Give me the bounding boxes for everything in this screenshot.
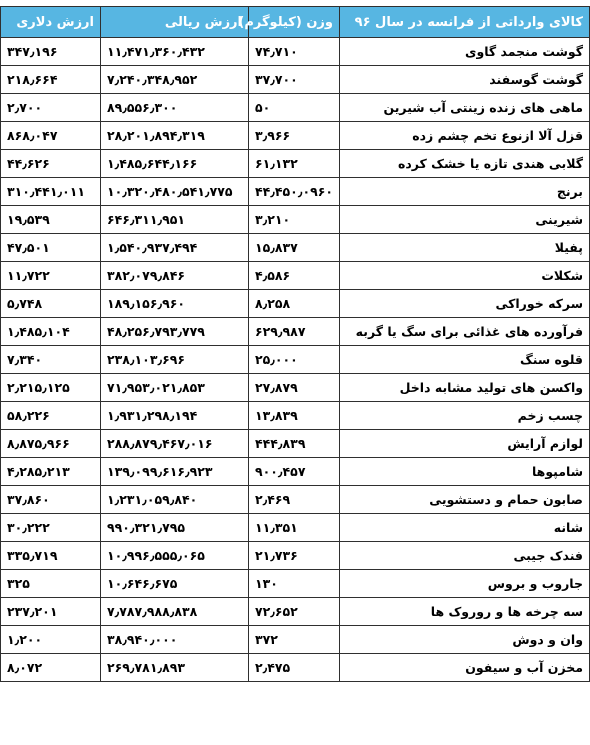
weight-cell: ۹۰۰٫۴۵۷ [249, 458, 340, 486]
item-cell: واکسن های تولید مشابه داخل [340, 374, 590, 402]
rial-value-cell: ۱۱٫۴۷۱٫۳۶۰٫۴۳۲ [101, 38, 249, 66]
table-header [1, 7, 590, 38]
table-row [1, 150, 590, 178]
item-cell: ماهی های زنده زینتی آب شیرین [340, 94, 590, 122]
usd-value-cell: ۲٫۲۱۵٫۱۲۵ [1, 374, 101, 402]
item-cell: شکلات [340, 262, 590, 290]
usd-value-cell: ۴٫۲۸۵٫۲۱۳ [1, 458, 101, 486]
table-row [1, 486, 590, 514]
rial-value-cell: ۱۰٫۳۲۰٫۴۸۰٫۵۴۱٫۷۷۵ [101, 178, 249, 206]
rial-value-cell: ۱٫۵۴۰٫۹۳۷٫۴۹۴ [101, 234, 249, 262]
weight-cell: ۶۲۹٫۹۸۷ [249, 318, 340, 346]
weight-cell: ۳۷۲ [249, 626, 340, 654]
item-cell: جاروب و بروس [340, 570, 590, 598]
item-cell: چسب زخم [340, 402, 590, 430]
weight-cell: ۷۲٫۶۵۲ [249, 598, 340, 626]
table-row [1, 178, 590, 206]
rial-value-cell: ۶۴۶٫۳۱۱٫۹۵۱ [101, 206, 249, 234]
table-row [1, 234, 590, 262]
usd-value-cell: ۴۴٫۶۲۶ [1, 150, 101, 178]
header-weight: وزن (کیلوگرم) [249, 7, 340, 38]
item-cell: مخزن آب و سیفون [340, 654, 590, 682]
rial-value-cell: ۸۹٫۵۵۶٫۳۰۰ [101, 94, 249, 122]
rial-value-cell: ۱۳۹٫۰۹۹٫۶۱۶٫۹۲۳ [101, 458, 249, 486]
weight-cell: ۷۴٫۷۱۰ [249, 38, 340, 66]
usd-value-cell: ۳۱۰٫۴۴۱٫۰۱۱ [1, 178, 101, 206]
table-row [1, 458, 590, 486]
table-row [1, 38, 590, 66]
item-cell: سرکه خوراکی [340, 290, 590, 318]
table-row [1, 598, 590, 626]
weight-cell: ۴۴٫۴۵۰٫۰۹۶۰ [249, 178, 340, 206]
usd-value-cell: ۲۱۸٫۶۶۴ [1, 66, 101, 94]
usd-value-cell: ۲٫۷۰۰ [1, 94, 101, 122]
rial-value-cell: ۱٫۹۳۱٫۲۹۸٫۱۹۴ [101, 402, 249, 430]
item-cell: فرآورده های غذائی برای سگ یا گربه [340, 318, 590, 346]
table-row [1, 402, 590, 430]
weight-cell: ۳۷٫۷۰۰ [249, 66, 340, 94]
weight-cell: ۴٫۵۸۶ [249, 262, 340, 290]
weight-cell: ۵۰ [249, 94, 340, 122]
rial-value-cell: ۱٫۲۳۱٫۰۵۹٫۸۴۰ [101, 486, 249, 514]
item-cell: فندک جیبی [340, 542, 590, 570]
usd-value-cell: ۴۷٫۵۰۱ [1, 234, 101, 262]
table-row [1, 654, 590, 682]
item-cell: شیرینی [340, 206, 590, 234]
table-row [1, 318, 590, 346]
table-body [1, 38, 590, 682]
weight-cell: ۳٫۹۶۶ [249, 122, 340, 150]
rial-value-cell: ۲۸٫۲۰۱٫۸۹۴٫۳۱۹ [101, 122, 249, 150]
usd-value-cell: ۵٫۷۴۸ [1, 290, 101, 318]
weight-cell: ۳٫۲۱۰ [249, 206, 340, 234]
weight-cell: ۱۵٫۸۳۷ [249, 234, 340, 262]
item-cell: پفیلا [340, 234, 590, 262]
table-row [1, 94, 590, 122]
table-row [1, 542, 590, 570]
weight-cell: ۱۳٫۸۳۹ [249, 402, 340, 430]
rial-value-cell: ۲۸۸٫۸۷۹٫۴۶۷٫۰۱۶ [101, 430, 249, 458]
import-table [0, 6, 590, 682]
item-cell: سه چرخه ها و روروک ها [340, 598, 590, 626]
weight-cell: ۲۷٫۸۷۹ [249, 374, 340, 402]
usd-value-cell: ۱۹٫۵۳۹ [1, 206, 101, 234]
usd-value-cell: ۸۶۸٫۰۴۷ [1, 122, 101, 150]
header-rial-value: ارزش ریالی [101, 7, 249, 38]
item-cell: گوشت گوسفند [340, 66, 590, 94]
table-row [1, 206, 590, 234]
usd-value-cell: ۱٫۴۸۵٫۱۰۴ [1, 318, 101, 346]
table-row [1, 346, 590, 374]
weight-cell: ۱۳۰ [249, 570, 340, 598]
weight-cell: ۲۵٫۰۰۰ [249, 346, 340, 374]
table-row [1, 570, 590, 598]
table-row [1, 290, 590, 318]
rial-value-cell: ۱۰٫۹۹۶٫۵۵۵٫۰۶۵ [101, 542, 249, 570]
item-cell: صابون حمام و دستشویی [340, 486, 590, 514]
rial-value-cell: ۴۸٫۲۵۶٫۷۹۳٫۷۷۹ [101, 318, 249, 346]
weight-cell: ۱۱٫۳۵۱ [249, 514, 340, 542]
usd-value-cell: ۳۳۵٫۷۱۹ [1, 542, 101, 570]
rial-value-cell: ۳۸٫۹۴۰٫۰۰۰ [101, 626, 249, 654]
header-usd-value: ارزش دلاری [1, 7, 101, 38]
rial-value-cell: ۲۶۹٫۷۸۱٫۸۹۳ [101, 654, 249, 682]
rial-value-cell: ۷٫۷۸۷٫۹۸۸٫۸۳۸ [101, 598, 249, 626]
usd-value-cell: ۷٫۳۴۰ [1, 346, 101, 374]
weight-cell: ۲٫۴۷۵ [249, 654, 340, 682]
rial-value-cell: ۹۹۰٫۳۲۱٫۷۹۵ [101, 514, 249, 542]
usd-value-cell: ۳۴۷٫۱۹۶ [1, 38, 101, 66]
rial-value-cell: ۲۳۸٫۱۰۳٫۶۹۶ [101, 346, 249, 374]
table-row [1, 374, 590, 402]
rial-value-cell: ۷۱٫۹۵۳٫۰۲۱٫۸۵۳ [101, 374, 249, 402]
usd-value-cell: ۳۷٫۸۶۰ [1, 486, 101, 514]
table-row [1, 66, 590, 94]
item-cell: وان و دوش [340, 626, 590, 654]
table-row [1, 262, 590, 290]
usd-value-cell: ۳۰٫۲۲۲ [1, 514, 101, 542]
rial-value-cell: ۱٫۴۸۵٫۶۴۴٫۱۶۶ [101, 150, 249, 178]
item-cell: گلابی هندی تازه یا خشک کرده [340, 150, 590, 178]
weight-cell: ۸٫۲۵۸ [249, 290, 340, 318]
header-item: کالای وارداتی از فرانسه در سال ۹۶ [340, 7, 590, 38]
table-row [1, 514, 590, 542]
usd-value-cell: ۲۳۷٫۲۰۱ [1, 598, 101, 626]
weight-cell: ۶۱٫۱۳۲ [249, 150, 340, 178]
weight-cell: ۲٫۴۶۹ [249, 486, 340, 514]
weight-cell: ۲۱٫۷۳۶ [249, 542, 340, 570]
usd-value-cell: ۱۱٫۷۲۲ [1, 262, 101, 290]
weight-cell: ۴۴۴٫۸۳۹ [249, 430, 340, 458]
rial-value-cell: ۷٫۲۴۰٫۳۴۸٫۹۵۲ [101, 66, 249, 94]
usd-value-cell: ۸٫۸۷۵٫۹۶۶ [1, 430, 101, 458]
rial-value-cell: ۳۸۲٫۰۷۹٫۸۴۶ [101, 262, 249, 290]
item-cell: برنج [340, 178, 590, 206]
header-row [1, 7, 590, 38]
table-row [1, 122, 590, 150]
table-row [1, 626, 590, 654]
usd-value-cell: ۳۲۵ [1, 570, 101, 598]
rial-value-cell: ۱۰٫۶۴۶٫۶۷۵ [101, 570, 249, 598]
usd-value-cell: ۸٫۰۷۲ [1, 654, 101, 682]
item-cell: شانه [340, 514, 590, 542]
item-cell: گوشت منجمد گاوی [340, 38, 590, 66]
item-cell: لوازم آرایش [340, 430, 590, 458]
rial-value-cell: ۱۸۹٫۱۵۶٫۹۶۰ [101, 290, 249, 318]
item-cell: قزل آلا ازنوع تخم چشم زده [340, 122, 590, 150]
usd-value-cell: ۵۸٫۲۲۶ [1, 402, 101, 430]
usd-value-cell: ۱٫۲۰۰ [1, 626, 101, 654]
item-cell: قلوه سنگ [340, 346, 590, 374]
item-cell: شامپوها [340, 458, 590, 486]
table-row [1, 430, 590, 458]
